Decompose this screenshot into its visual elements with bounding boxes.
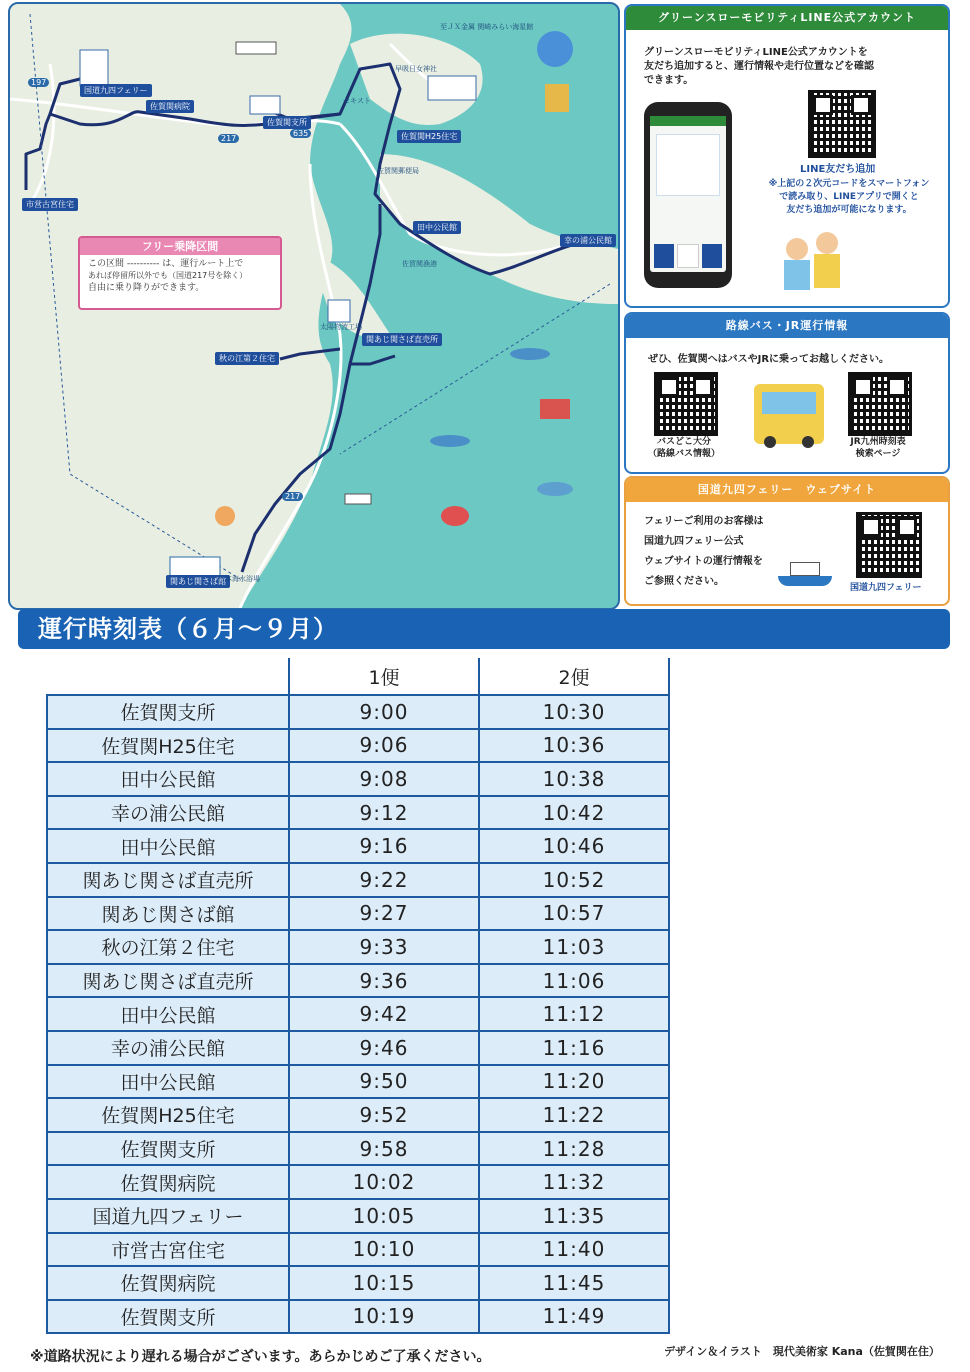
ferry-text-1: フェリーご利用のお客様は <box>644 516 764 527</box>
phone-icon <box>644 102 732 288</box>
table-row <box>47 1233 669 1267</box>
free-zone-box <box>78 236 282 310</box>
departure-time-2: 11:49 <box>479 1300 669 1334</box>
departure-time-2: 10:46 <box>479 829 669 863</box>
line-note-1: ※上記の２次元コードをスマートフォン <box>768 179 930 189</box>
line-panel <box>624 4 950 308</box>
map-stop-chokubai: 関あじ関さば直売所 <box>362 333 442 346</box>
route-map <box>8 2 620 610</box>
ferry-text-2: 国道九四フェリー公式 <box>644 536 744 547</box>
departure-time-1: 9:16 <box>289 829 479 863</box>
timetable-header-row <box>47 658 669 695</box>
departure-time-2: 11:22 <box>479 1098 669 1132</box>
departure-time-2: 11:40 <box>479 1233 669 1267</box>
stop-name: 秋の江第２住宅 <box>47 930 289 964</box>
free-zone-line-2: あれば停留所以外でも（国道217号を除く） <box>88 271 248 280</box>
map-place-post: 佐賀関郵便局 <box>377 167 419 175</box>
stop-name: 佐賀関支所 <box>47 1300 289 1334</box>
departure-time-2: 11:45 <box>479 1266 669 1300</box>
departure-time-2: 10:52 <box>479 863 669 897</box>
stop-name: 国道九四フェリー <box>47 1199 289 1233</box>
map-stop-ferry: 国道九四フェリー <box>80 84 152 97</box>
table-row <box>47 762 669 796</box>
line-panel-text <box>644 46 874 88</box>
ferry-boat-icon <box>778 558 832 586</box>
ferry-panel <box>624 476 950 606</box>
departure-time-1: 9:42 <box>289 997 479 1031</box>
departure-time-1: 9:50 <box>289 1065 479 1099</box>
map-stop-h25: 佐賀関H25住宅 <box>397 130 461 143</box>
footer-note: ※道路状況により遅れる場合がございます。あらかじめご了承ください。 <box>30 1349 491 1365</box>
line-note-3: 友だち追加が可能になります。 <box>786 205 912 215</box>
departure-time-1: 10:19 <box>289 1300 479 1334</box>
jr-qr-label-1: JR九州時刻表 <box>850 437 906 447</box>
map-place-route: 日本海水浴場 <box>218 575 260 583</box>
departure-time-1: 9:12 <box>289 796 479 830</box>
map-place-shrine: 早吸日女神社 <box>395 65 437 73</box>
timetable <box>46 658 670 1334</box>
timetable-body <box>47 695 669 1333</box>
line-panel-title: グリーンスローモビリティLINE公式アカウント <box>626 6 948 30</box>
stop-name: 佐賀関病院 <box>47 1266 289 1300</box>
departure-time-1: 9:52 <box>289 1098 479 1132</box>
departure-time-1: 9:33 <box>289 930 479 964</box>
stop-name: 佐賀関支所 <box>47 1132 289 1166</box>
departure-time-1: 9:58 <box>289 1132 479 1166</box>
map-route-635: 635 <box>290 129 311 138</box>
departure-time-1: 9:27 <box>289 897 479 931</box>
stop-name: 幸の浦公民館 <box>47 796 289 830</box>
table-row <box>47 1132 669 1166</box>
ferry-qr-code[interactable] <box>856 512 922 578</box>
footer-credit: デザイン＆イラスト 現代美術家 Kana（佐賀関在住） <box>664 1345 940 1358</box>
departure-time-1: 10:05 <box>289 1199 479 1233</box>
timetable-header-blank <box>47 658 289 695</box>
stop-name: 田中公民館 <box>47 1065 289 1099</box>
jr-qr-label-2: 検索ページ <box>855 449 901 459</box>
departure-time-1: 9:36 <box>289 964 479 998</box>
departure-time-1: 10:10 <box>289 1233 479 1267</box>
map-stop-akinoe: 秋の江第２住宅 <box>215 352 279 365</box>
stop-name: 関あじ関さば直売所 <box>47 863 289 897</box>
departure-time-2: 11:12 <box>479 997 669 1031</box>
bus-qr-label <box>644 436 724 460</box>
departure-time-1: 10:02 <box>289 1165 479 1199</box>
map-stop-hospital: 佐賀関病院 <box>146 100 194 113</box>
bus-panel-text: ぜひ、佐賀関へはバスやJRに乗ってお越しください。 <box>648 354 890 365</box>
timetable-col-2: 2便 <box>479 658 669 695</box>
stop-name: 田中公民館 <box>47 997 289 1031</box>
stop-name: 関あじ関さば直売所 <box>47 964 289 998</box>
free-zone-line-1: この区間 ‐‐‐‐‐‐‐‐‐‐ は、運行ルート上で <box>88 259 244 269</box>
jr-qr-code[interactable] <box>848 372 912 436</box>
table-row <box>47 1165 669 1199</box>
table-row <box>47 964 669 998</box>
map-stop-sachinoura: 幸の浦公民館 <box>560 234 616 247</box>
kids-illustration-icon <box>776 228 856 294</box>
line-note-2: で読み取り、LINEアプリで開くと <box>779 192 919 202</box>
map-place-port: 佐賀関漁港 <box>402 260 437 268</box>
table-row <box>47 829 669 863</box>
map-stop-ichimiya: 市営古宮住宅 <box>22 198 78 211</box>
departure-time-1: 9:22 <box>289 863 479 897</box>
free-zone-title: フリー乗降区間 <box>80 238 280 255</box>
ferry-text-4: ご参照ください。 <box>644 576 724 587</box>
table-row <box>47 1266 669 1300</box>
departure-time-2: 10:42 <box>479 796 669 830</box>
bus-jr-panel <box>624 312 950 474</box>
map-stop-branch: 佐賀関支所 <box>263 116 311 129</box>
table-row <box>47 1031 669 1065</box>
stop-name: 佐賀関H25住宅 <box>47 729 289 763</box>
ferry-qr-label: 国道九四フェリー <box>850 583 922 593</box>
bus-qr-label-2: （路線バス情報） <box>647 449 720 459</box>
table-row <box>47 1199 669 1233</box>
ferry-panel-text <box>644 512 764 592</box>
table-row <box>47 997 669 1031</box>
departure-time-2: 11:03 <box>479 930 669 964</box>
table-row <box>47 1300 669 1334</box>
bus-illustration-icon <box>754 384 824 444</box>
departure-time-2: 11:06 <box>479 964 669 998</box>
stop-name: 幸の浦公民館 <box>47 1031 289 1065</box>
table-row <box>47 729 669 763</box>
stop-name: 関あじ関さば館 <box>47 897 289 931</box>
departure-time-2: 10:38 <box>479 762 669 796</box>
bus-qr-code[interactable] <box>654 372 718 436</box>
departure-time-2: 10:57 <box>479 897 669 931</box>
departure-time-1: 9:08 <box>289 762 479 796</box>
map-place-top: 至ＪＸ金属 関崎みらい海星館 <box>440 23 534 31</box>
table-row <box>47 796 669 830</box>
table-row <box>47 930 669 964</box>
stop-name: 佐賀関病院 <box>47 1165 289 1199</box>
map-place-seven: セキスト <box>343 97 371 105</box>
departure-time-1: 9:46 <box>289 1031 479 1065</box>
jr-qr-label <box>836 436 920 460</box>
map-route-217b: 217 <box>282 492 303 501</box>
free-zone-line-3: 自由に乗り降りができます。 <box>88 283 205 293</box>
stop-name: 市営古宮住宅 <box>47 1233 289 1267</box>
free-zone-text <box>80 255 280 297</box>
departure-time-2: 11:16 <box>479 1031 669 1065</box>
departure-time-2: 11:35 <box>479 1199 669 1233</box>
table-row <box>47 1098 669 1132</box>
table-row <box>47 695 669 729</box>
map-route-197: 197 <box>28 78 49 87</box>
table-row <box>47 1065 669 1099</box>
ferry-text-3: ウェブサイトの運行情報を <box>644 556 763 567</box>
line-qr-label: LINE友だち追加 <box>800 164 876 175</box>
departure-time-2: 11:20 <box>479 1065 669 1099</box>
line-text-3: できます。 <box>644 75 694 86</box>
departure-time-1: 9:00 <box>289 695 479 729</box>
bus-panel-title: 路線バス・JR運行情報 <box>626 314 948 338</box>
table-row <box>47 863 669 897</box>
stop-name: 田中公民館 <box>47 829 289 863</box>
departure-time-1: 10:15 <box>289 1266 479 1300</box>
line-text-1: グリーンスローモビリティLINE公式アカウントを <box>644 47 868 58</box>
stop-name: 佐賀関支所 <box>47 695 289 729</box>
ferry-panel-title: 国道九四フェリー ウェブサイト <box>626 478 948 502</box>
timetable-title: 運行時刻表（６月～９月） <box>38 615 338 643</box>
departure-time-2: 11:28 <box>479 1132 669 1166</box>
departure-time-2: 11:32 <box>479 1165 669 1199</box>
map-place-tahama: 太陽物流工場 <box>320 323 362 331</box>
line-note <box>764 178 934 217</box>
departure-time-2: 10:30 <box>479 695 669 729</box>
map-stop-sekiaji-kan: 関あじ関さば館 <box>166 575 230 588</box>
line-text-2: 友だち追加すると、運行情報や走行位置などを確認 <box>644 61 874 72</box>
timetable-col-1: 1便 <box>289 658 479 695</box>
stop-name: 田中公民館 <box>47 762 289 796</box>
line-qr-code[interactable] <box>808 90 876 158</box>
map-stop-tanaka: 田中公民館 <box>413 221 461 234</box>
bus-qr-label-1: バスどこ大分 <box>656 437 711 447</box>
table-row <box>47 897 669 931</box>
departure-time-2: 10:36 <box>479 729 669 763</box>
departure-time-1: 9:06 <box>289 729 479 763</box>
stop-name: 佐賀関H25住宅 <box>47 1098 289 1132</box>
map-route-217a: 217 <box>218 134 239 143</box>
